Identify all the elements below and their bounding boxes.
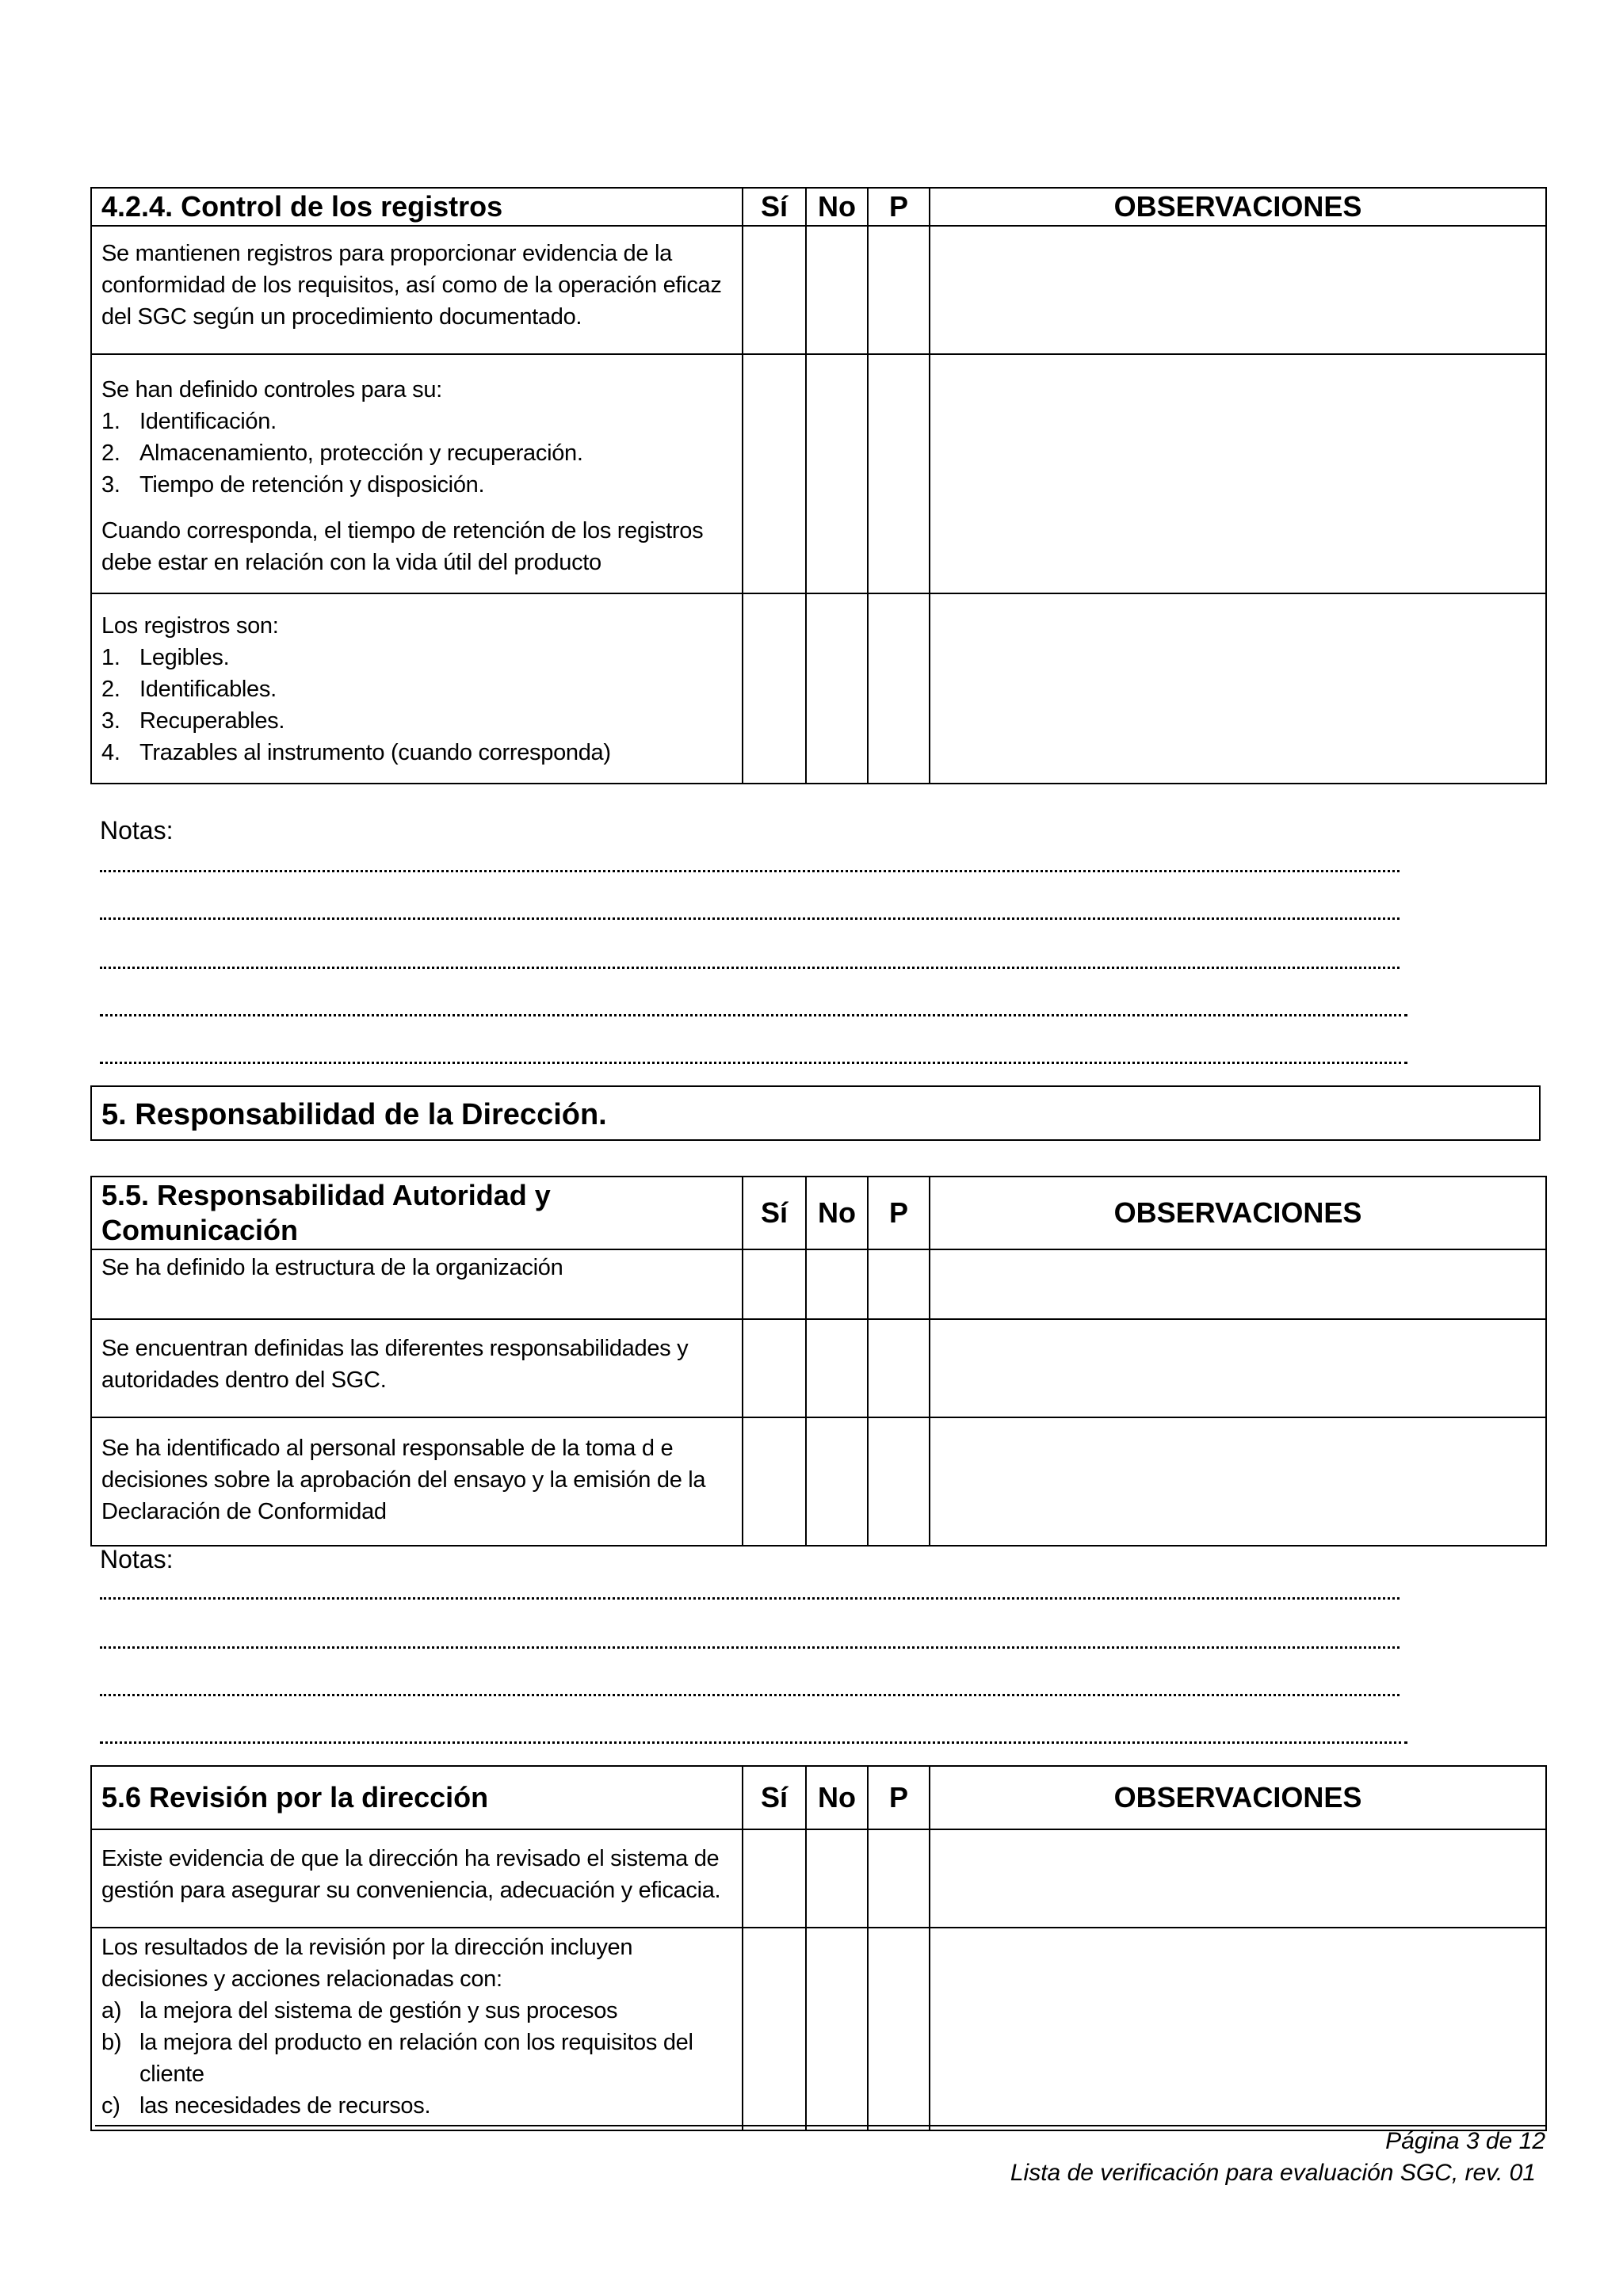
list-item: 2. Identificables. xyxy=(101,677,277,702)
no-cell[interactable] xyxy=(806,1829,868,1928)
partial-cell[interactable] xyxy=(868,1928,930,2130)
table-row xyxy=(91,226,1546,354)
table-row xyxy=(91,1417,1546,1546)
notes-line[interactable] xyxy=(100,1597,1400,1600)
requirement-text: Se ha definido la estructura de la organización xyxy=(101,1255,563,1280)
col-header-observations: OBSERVACIONES xyxy=(930,1177,1546,1249)
col-header-partial: P xyxy=(868,188,930,226)
table-row xyxy=(91,1928,1546,2130)
requirement-note: Cuando corresponda, el tiempo de retención de los registros debe estar en relación con la vida útil del producto xyxy=(101,518,704,575)
requirement-cell xyxy=(91,593,743,784)
yes-cell[interactable] xyxy=(743,593,806,784)
no-cell[interactable] xyxy=(806,354,868,593)
col-header-no: No xyxy=(806,1766,868,1829)
no-cell[interactable] xyxy=(806,1319,868,1417)
table-title-line: Comunicación xyxy=(101,1214,299,1246)
no-cell[interactable] xyxy=(806,593,868,784)
requirement-cell xyxy=(91,1417,743,1546)
table-title xyxy=(91,1177,743,1249)
requirement-text: Se encuentran definidas las diferentes responsabilidades y autoridades dentro del SGC. xyxy=(101,1336,689,1393)
requirement-cell xyxy=(91,1319,743,1417)
requirement-list xyxy=(101,406,734,501)
observations-cell[interactable] xyxy=(930,1417,1546,1546)
footer-rule xyxy=(95,2125,1545,2126)
yes-cell[interactable] xyxy=(743,354,806,593)
table-title: 4.2.4. Control de los registros xyxy=(91,188,743,226)
col-header-partial: P xyxy=(868,1766,930,1829)
list-item: 2. Almacenamiento, protección y recuperación. xyxy=(101,441,583,466)
list-item: c) las necesidades de recursos. xyxy=(101,2093,431,2119)
notes-line[interactable] xyxy=(100,1741,1407,1744)
requirement-cell xyxy=(91,1928,743,2130)
requirement-cell xyxy=(91,1829,743,1928)
table-row xyxy=(91,1319,1546,1417)
requirement-cell xyxy=(91,226,743,354)
requirement-text: Existe evidencia de que la dirección ha revisado el sistema de gestión para asegurar su conveniencia, adecuación y eficacia. xyxy=(101,1846,721,1903)
list-item: 3. Tiempo de retención y disposición. xyxy=(101,472,485,498)
no-cell[interactable] xyxy=(806,226,868,354)
col-header-yes: Sí xyxy=(743,188,806,226)
yes-cell[interactable] xyxy=(743,1417,806,1546)
col-header-observations: OBSERVACIONES xyxy=(930,1766,1546,1829)
requirement-cell xyxy=(91,1249,743,1319)
partial-cell[interactable] xyxy=(868,1249,930,1319)
yes-cell[interactable] xyxy=(743,1928,806,2130)
observations-cell[interactable] xyxy=(930,593,1546,784)
no-cell[interactable] xyxy=(806,1249,868,1319)
requirement-text: Se mantienen registros para proporcionar evidencia de la conformidad de los requisitos, así como de la operación eficaz del SGC según un procedimiento documentado. xyxy=(101,241,722,330)
observations-cell[interactable] xyxy=(930,226,1546,354)
requirement-list xyxy=(101,1995,734,2122)
checklist-table-5-6 xyxy=(90,1765,1547,2131)
table-header-row xyxy=(91,1766,1546,1829)
observations-cell[interactable] xyxy=(930,1249,1546,1319)
notes-line[interactable] xyxy=(100,967,1400,969)
list-item: 3. Recuperables. xyxy=(101,708,285,734)
requirement-cell xyxy=(91,354,743,593)
requirement-text: Se ha identificado al personal responsable de la toma d e decisiones sobre la aprobación del ensayo y la emisión de la Declaración de Conformidad xyxy=(101,1436,706,1524)
yes-cell[interactable] xyxy=(743,1319,806,1417)
col-header-no: No xyxy=(806,1177,868,1249)
partial-cell[interactable] xyxy=(868,593,930,784)
notes-label: Notas: xyxy=(100,1545,174,1573)
notes-line[interactable] xyxy=(100,870,1400,872)
list-item: 1. Legibles. xyxy=(101,645,230,670)
table-header-row xyxy=(91,188,1546,226)
list-item: b) la mejora del producto en relación con los requisitos del cliente xyxy=(101,2030,693,2087)
notes-line[interactable] xyxy=(100,1646,1400,1649)
checklist-table-4-2-4 xyxy=(90,187,1547,784)
table-row xyxy=(91,1829,1546,1928)
footer-document-title: Lista de verificación para evaluación SGC, rev. 01 xyxy=(1010,2160,1536,2186)
partial-cell[interactable] xyxy=(868,226,930,354)
no-cell[interactable] xyxy=(806,1928,868,2130)
observations-cell[interactable] xyxy=(930,1928,1546,2130)
notes-line[interactable] xyxy=(100,1014,1407,1016)
notes-line[interactable] xyxy=(100,1694,1400,1696)
yes-cell[interactable] xyxy=(743,1249,806,1319)
no-cell[interactable] xyxy=(806,1417,868,1546)
col-header-yes: Sí xyxy=(743,1766,806,1829)
partial-cell[interactable] xyxy=(868,1319,930,1417)
observations-cell[interactable] xyxy=(930,1319,1546,1417)
requirement-list xyxy=(101,642,734,769)
list-item: 1. Identificación. xyxy=(101,409,277,434)
partial-cell[interactable] xyxy=(868,1417,930,1546)
notes-label: Notas: xyxy=(100,816,174,845)
section-heading: 5. Responsabilidad de la Dirección. xyxy=(90,1085,1541,1141)
table-row xyxy=(91,1249,1546,1319)
notes-line[interactable] xyxy=(100,1062,1407,1064)
col-header-no: No xyxy=(806,188,868,226)
table-title: 5.6 Revisión por la dirección xyxy=(91,1766,743,1829)
requirement-intro: Se han definido controles para su: xyxy=(101,377,442,402)
table-title-line: 5.5. Responsabilidad Autoridad y xyxy=(101,1179,551,1211)
partial-cell[interactable] xyxy=(868,1829,930,1928)
yes-cell[interactable] xyxy=(743,226,806,354)
partial-cell[interactable] xyxy=(868,354,930,593)
checklist-table-5-5 xyxy=(90,1176,1547,1547)
notes-line[interactable] xyxy=(100,917,1400,920)
requirement-intro: Los registros son: xyxy=(101,613,279,639)
list-item: a) la mejora del sistema de gestión y sus procesos xyxy=(101,1998,618,2023)
table-row xyxy=(91,593,1546,784)
footer-page-number: Página 3 de 12 xyxy=(1385,2128,1545,2154)
requirement-intro: Los resultados de la revisión por la dirección incluyen decisiones y acciones relacionadas con: xyxy=(101,1935,633,1992)
observations-cell[interactable] xyxy=(930,1829,1546,1928)
table-row xyxy=(91,354,1546,593)
col-header-yes: Sí xyxy=(743,1177,806,1249)
col-header-observations: OBSERVACIONES xyxy=(930,188,1546,226)
col-header-partial: P xyxy=(868,1177,930,1249)
list-item: 4. Trazables al instrumento (cuando corresponda) xyxy=(101,740,611,765)
yes-cell[interactable] xyxy=(743,1829,806,1928)
observations-cell[interactable] xyxy=(930,354,1546,593)
table-header-row xyxy=(91,1177,1546,1249)
